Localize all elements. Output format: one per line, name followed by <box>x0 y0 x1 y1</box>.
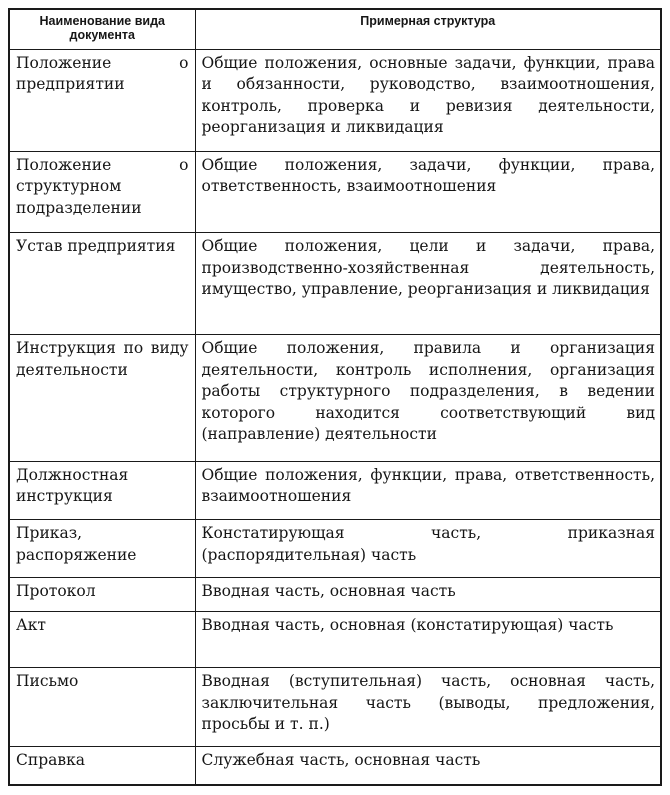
table-row <box>9 151 661 233</box>
structure-cell: Констатирующая часть, приказная (распорядительная) часть <box>195 520 661 578</box>
header-row <box>9 9 661 49</box>
table-row <box>9 233 661 335</box>
structure-cell: Общие положения, правила и организация деятельности, контроль исполнения, организация работы структурного подразделения, в ведении которого находится соответствующий вид (направление) деятельности <box>195 335 661 462</box>
table-row <box>9 746 661 785</box>
structure-cell: Вводная часть, основная (констатирующая) часть <box>195 611 661 667</box>
document-type-cell: Положение о структурном подразделении <box>9 151 195 233</box>
table-row <box>9 461 661 519</box>
table-row <box>9 49 661 151</box>
table-row <box>9 520 661 578</box>
table-body <box>9 49 661 785</box>
document-page <box>8 8 662 786</box>
table-header <box>9 9 661 49</box>
document-type-cell: Приказ, распоряжение <box>9 520 195 578</box>
structure-cell: Общие положения, основные задачи, функции, права и обязанности, руководство, взаимоотношения, контроль, проверка и ревизия деятельности, реорганизация и ликвидация <box>195 49 661 151</box>
header-approximate-structure: Примерная структура <box>195 9 661 49</box>
structure-cell: Общие положения, цели и задачи, права, производственно-хозяйственная деятельность, имущество, управление, реорганизация и ликвидация <box>195 233 661 335</box>
structure-cell: Общие положения, функции, права, ответственность, взаимоотношения <box>195 461 661 519</box>
table-row <box>9 668 661 747</box>
structure-cell: Вводная часть, основная часть <box>195 578 661 612</box>
document-type-cell: Протокол <box>9 578 195 612</box>
header-document-type: Наименование вида документа <box>9 9 195 49</box>
structure-cell: Общие положения, задачи, функции, права, ответственность, взаимоотношения <box>195 151 661 233</box>
document-type-cell: Справка <box>9 746 195 785</box>
document-type-cell: Акт <box>9 611 195 667</box>
structure-cell: Служебная часть, основная часть <box>195 746 661 785</box>
structure-cell: Вводная (вступительная) часть, основная часть, заключительная часть (выводы, предложения, просьбы и т. п.) <box>195 668 661 747</box>
table-row <box>9 335 661 462</box>
document-type-cell: Инструкция по виду деятельности <box>9 335 195 462</box>
document-type-cell: Устав предприятия <box>9 233 195 335</box>
document-type-cell: Письмо <box>9 668 195 747</box>
table-row <box>9 611 661 667</box>
document-type-cell: Положение о предприятии <box>9 49 195 151</box>
table-row <box>9 578 661 612</box>
document-structure-table <box>8 8 662 786</box>
document-type-cell: Должностная инструкция <box>9 461 195 519</box>
